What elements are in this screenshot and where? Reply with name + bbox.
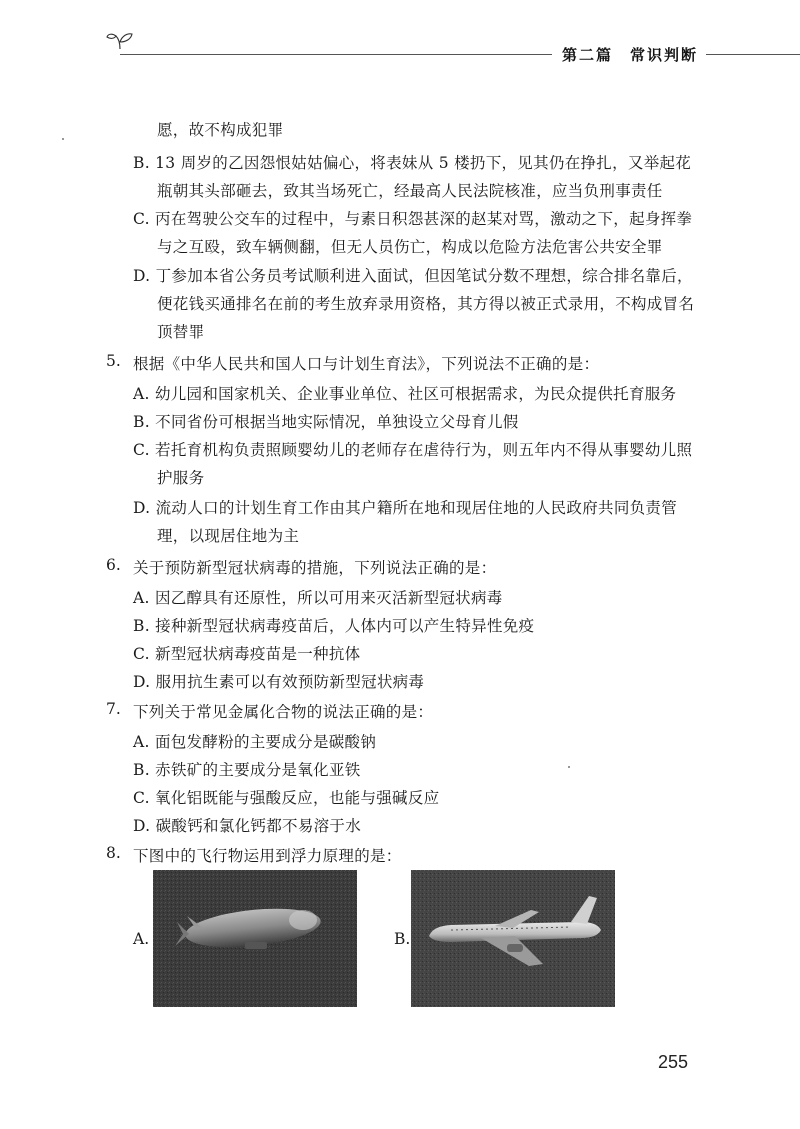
option-text: 理，以现居住地为主 xyxy=(157,527,300,545)
header-rule-right xyxy=(706,54,800,55)
scan-speck xyxy=(62,138,64,140)
option-text: D. 服用抗生素可以有效预防新型冠状病毒 xyxy=(133,673,425,691)
question-number: 5. xyxy=(106,352,121,370)
sprout-icon xyxy=(106,30,134,50)
option-text: B. 接种新型冠状病毒疫苗后，人体内可以产生特异性免疫 xyxy=(133,617,535,635)
question-stem: 下列关于常见金属化合物的说法正确的是： xyxy=(133,703,434,721)
page-number: 255 xyxy=(658,1052,689,1072)
option-text: A. 面包发酵粉的主要成分是碳酸钠 xyxy=(133,733,377,751)
question-stem: 根据《中华人民共和国人口与计划生育法》，下列说法不正确的是： xyxy=(133,355,600,373)
header-rule-left xyxy=(132,54,552,55)
question-number: 7. xyxy=(106,700,121,718)
image-option-label: A. xyxy=(133,930,150,948)
option-text: C. 新型冠状病毒疫苗是一种抗体 xyxy=(133,645,361,663)
image-option-label: B. xyxy=(394,930,411,948)
question-number: 8. xyxy=(106,844,121,862)
option-text: 瓶朝其头部砸去，致其当场死亡，经最高人民法院核准，应当负刑事责任 xyxy=(157,182,663,200)
question-continuation: 愿，故不构成犯罪 xyxy=(157,121,284,139)
airliner-photo xyxy=(411,870,615,1007)
option-text: 顶替罪 xyxy=(157,323,205,341)
airship-photo xyxy=(153,870,357,1007)
question-stem: 关于预防新型冠状病毒的措施，下列说法正确的是： xyxy=(133,559,497,577)
option-text: 与之互殴，致车辆侧翻，但无人员伤亡，构成以危险方法危害公共安全罪 xyxy=(157,238,663,256)
option-text: 护服务 xyxy=(157,469,205,487)
section-title: 第二篇 常识判断 xyxy=(562,46,699,64)
option-text: D. 流动人口的计划生育工作由其户籍所在地和现居住地的人民政府共同负责管 xyxy=(133,499,678,517)
option-text: 便花钱买通排名在前的考生放弃录用资格，其方得以被正式录用，不构成冒名 xyxy=(157,295,695,313)
option-text: D. 碳酸钙和氯化钙都不易溶于水 xyxy=(133,817,362,835)
option-text: B. 赤铁矿的主要成分是氧化亚铁 xyxy=(133,761,361,779)
scan-speck xyxy=(568,766,570,768)
option-text: A. 因乙醇具有还原性，所以可用来灭活新型冠状病毒 xyxy=(133,589,503,607)
option-text: B. 13 周岁的乙因怨恨姑姑偏心，将表妹从 5 楼扔下，见其仍在挣扎，又举起花 xyxy=(133,154,692,172)
option-text: B. 不同省份可根据当地实际情况，单独设立父母育儿假 xyxy=(133,413,519,431)
option-text: C. 丙在驾驶公交车的过程中，与素日积怨甚深的赵某对骂，激动之下，起身挥拳 xyxy=(133,210,693,228)
option-text: C. 氧化铝既能与强酸反应，也能与强碱反应 xyxy=(133,789,440,807)
running-header xyxy=(0,0,800,70)
question-stem: 下图中的飞行物运用到浮力原理的是： xyxy=(133,847,402,865)
option-text: A. 幼儿园和国家机关、企业事业单位、社区可根据需求，为民众提供托育服务 xyxy=(133,385,677,403)
option-text: D. 丁参加本省公务员考试顺利进入面试，但因笔试分数不理想，综合排名靠后， xyxy=(133,267,693,285)
question-number: 6. xyxy=(106,556,121,574)
option-text: C. 若托育机构负责照顾婴幼儿的老师存在虐待行为，则五年内不得从事婴幼儿照 xyxy=(133,441,693,459)
